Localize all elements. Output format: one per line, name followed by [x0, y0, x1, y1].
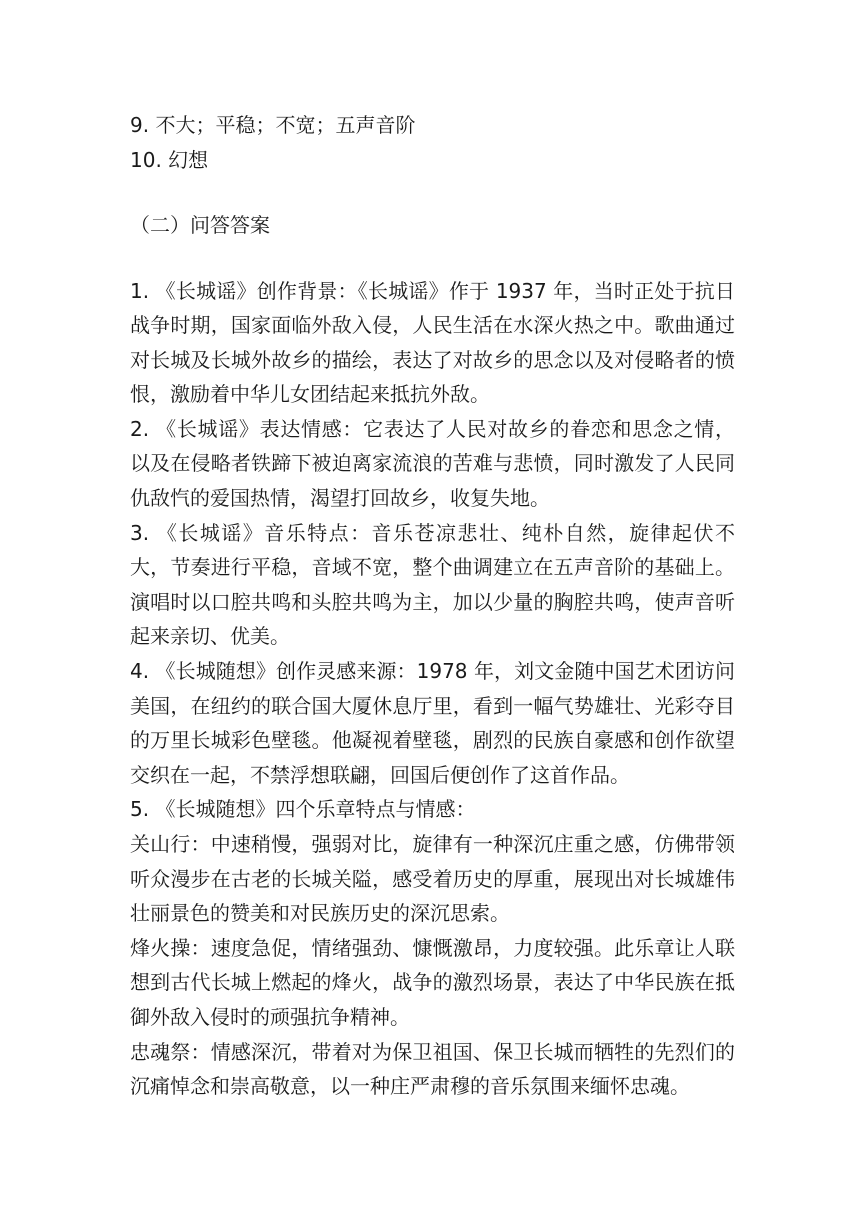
answer-1: 1. 《长城谣》创作背景：《长城谣》作于 1937 年，当时正处于抗日战争时期，国家面临外敌入侵，人民生活在水深火热之中。歌曲通过对长城及长城外故乡的描绘，表达了对故乡的思念以及对侵略者的愤恨，激励着中华儿女团结起来抵抗外敌。 — [130, 278, 735, 407]
fill-answer-10: 10. 幻想 — [130, 147, 209, 172]
document-body — [130, 108, 735, 1104]
section-spacer — [130, 243, 735, 274]
movement-guanshanxing: 关山行：中速稍慢，强弱对比，旋律有一种深沉庄重之感，仿佛带领听众漫步在古老的长城关隘，感受着历史的厚重，展现出对长城雄伟壮丽景色的赞美和对民族历史的深沉思索。 — [130, 832, 735, 926]
answer-3: 3. 《长城谣》音乐特点：音乐苍凉悲壮、纯朴自然，旋律起伏不大，节奏进行平稳，音域不宽，整个曲调建立在五声音阶的基础上。演唱时以口腔共鸣和头腔共鸣为主，加以少量的胸腔共鸣，使声音听起来亲切、优美。 — [130, 520, 735, 649]
answer-5-heading: 5. 《长城随想》四个乐章特点与情感： — [130, 797, 476, 822]
movement-fenghuocao: 烽火操：速度急促，情绪强劲、慷慨激昂，力度较强。此乐章让人联想到古代长城上燃起的烽火，战争的激烈场景，表达了中华民族在抵御外敌入侵时的顽强抗争精神。 — [130, 935, 735, 1029]
fill-answer-9: 9. 不大；平稳；不宽；五声音阶 — [130, 113, 416, 137]
answer-4: 4. 《长城随想》创作灵感来源：1978 年，刘文金随中国艺术团访问美国，在纽约的联合国大厦休息厅里，看到一幅气势雄壮、光彩夺目的万里长城彩色壁毯。他凝视着壁毯，剧烈的民族自豪感和创作欲望交织在一起，不禁浮想联翩，回国后便创作了这首作品。 — [130, 659, 735, 787]
answer-2: 2. 《长城谣》表达情感：它表达了人民对故乡的眷恋和思念之情，以及在侵略者铁蹄下被迫离家流浪的苦难与悲愤，同时激发了人民同仇敌忾的爱国热情，渴望打回故乡，收复失地。 — [130, 416, 735, 511]
section-spacer — [130, 177, 735, 208]
section-heading: （二）问答答案 — [130, 213, 270, 237]
movement-zhonghunji: 忠魂祭：情感深沉，带着对为保卫祖国、保卫长城而牺牲的先烈们的沉痛悼念和崇高敬意，以一种庄严肃穆的音乐氛围来缅怀忠魂。 — [130, 1039, 735, 1099]
